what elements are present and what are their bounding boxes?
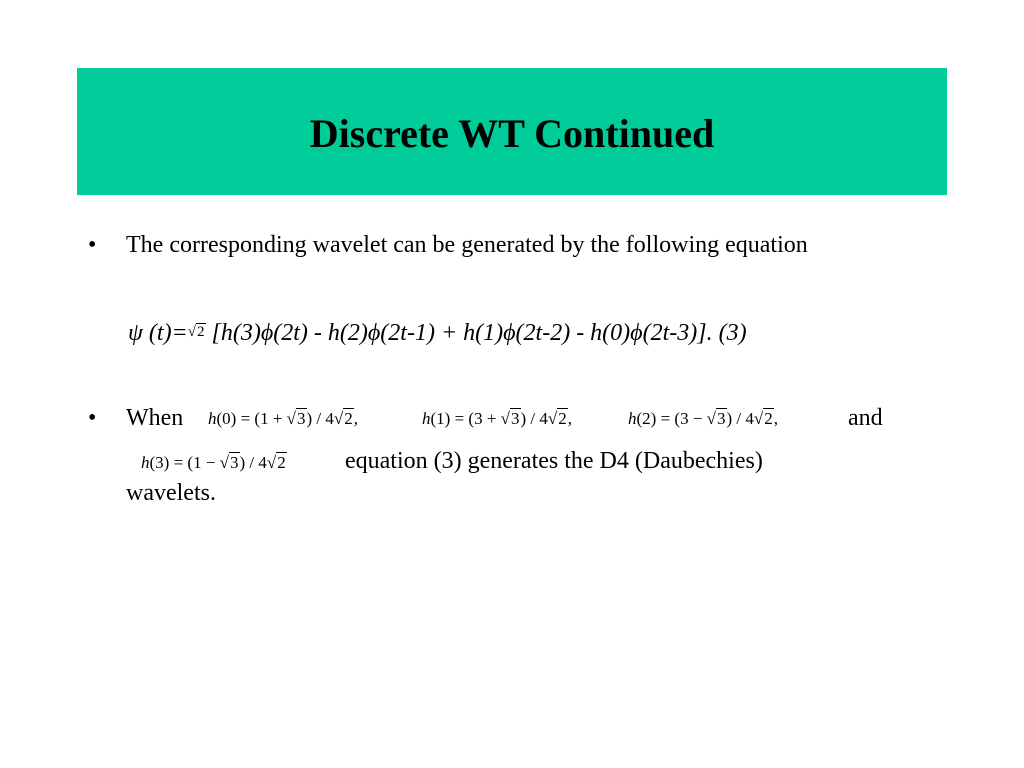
coefficient-h2: h(2) = (3 − √3) / 4√2, <box>628 409 778 428</box>
bullet-marker: • <box>88 232 97 258</box>
title-banner <box>77 68 947 195</box>
when-label: When <box>126 405 184 431</box>
sqrt-two: √2 <box>187 324 205 340</box>
equation-rhs: [h(3)ϕ(2t) - h(2)ϕ(2t-1) + h(1)ϕ(2t-2) - h(0)ϕ(2t-3)]. (3) <box>205 320 747 346</box>
slide-title: Discrete WT Continued <box>309 111 715 156</box>
bullet-text-1: The corresponding wavelet can be generated by the following equation <box>126 232 808 258</box>
continuation-text-2: wavelets. <box>126 480 216 506</box>
equation-lhs: ψ (t)= <box>128 320 188 346</box>
coefficient-h3: h(3) = (1 − √3) / 4√2 <box>141 453 286 472</box>
and-word: and <box>848 405 883 431</box>
coefficient-h0: h(0) = (1 + √3) / 4√2, <box>208 409 358 428</box>
wavelet-equation <box>128 320 747 347</box>
bullet-marker: • <box>88 405 97 431</box>
continuation-text-1: equation (3) generates the D4 (Daubechies) <box>345 448 763 474</box>
coefficient-h1: h(1) = (3 + √3) / 4√2, <box>422 409 572 428</box>
